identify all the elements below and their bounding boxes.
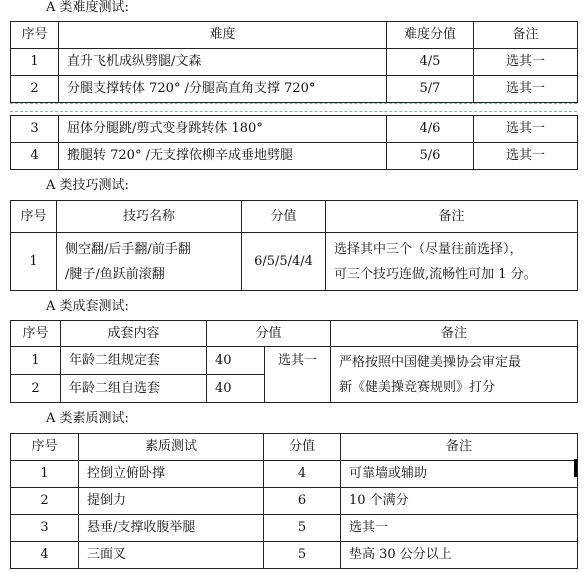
cell-no: 2 [11,76,59,103]
table-row [11,143,578,170]
cell-score: 4/5 [387,49,474,76]
difficulty-table-top [10,21,578,103]
cell-score: 5 [264,542,341,569]
cell-routine-content: 年龄二组自选套 [61,375,207,403]
table-row [11,49,578,76]
routine-table [10,320,578,403]
header-no: 序号 [11,434,79,461]
cell-difficulty: 搬腿转 720° /无支撑依柳辛成垂地劈腿 [59,143,387,170]
cell-note [331,347,578,403]
table-header-row [11,434,578,461]
table-header-row [11,201,578,233]
header-score: 分值 [242,201,326,233]
table-header-row [11,321,578,347]
difficulty-table-bottom [10,115,578,170]
header-difficulty-score: 难度分值 [387,22,474,49]
header-note: 备注 [326,201,578,233]
table-row [11,542,578,569]
cell-score: 5/6 [387,143,474,170]
cell-no: 1 [11,49,59,76]
cell-fitness-test: 提倒力 [79,488,264,515]
routine-caption: A 类成套测试: [46,299,129,314]
cell-no: 1 [11,233,57,291]
table-row [11,488,578,515]
header-skill-name: 技巧名称 [57,201,242,233]
header-note: 备注 [474,22,578,49]
header-score: 分值 [264,434,341,461]
cell-difficulty: 分腿支撑转体 720° /分腿高直角支撑 720° [59,76,387,103]
cell-difficulty: 直升飞机成纵劈腿/文森 [59,49,387,76]
difficulty-caption: A 类难度测试: [46,0,129,15]
cell-choose-one: 选其一 [265,347,331,403]
cell-note: 选其一 [474,49,578,76]
header-difficulty: 难度 [59,22,387,49]
cell-score: 6/5/5/4/4 [242,233,326,291]
cell-difficulty: 屈体分腿跳/剪式变身跳转体 180° [59,116,387,143]
text-cursor [574,459,577,477]
cell-note: 垫高 30 公分以上 [341,542,578,569]
cell-score: 5 [264,515,341,542]
cell-note [326,233,578,291]
routine-note-line-2: 新《健美操竞赛规则》打分 [339,379,496,395]
cell-note: 10 个满分 [341,488,578,515]
fitness-caption: A 类素质测试: [46,411,129,426]
cell-no: 2 [11,488,79,515]
cell-fitness-test: 三面叉 [79,542,264,569]
cell-fitness-test: 控倒立俯卧撑 [79,461,264,488]
header-no: 序号 [11,201,57,233]
cell-score: 4 [264,461,341,488]
cell-score: 5/7 [387,76,474,103]
page-break-divider [10,103,577,112]
cell-score: 40 [207,347,265,375]
header-note: 备注 [331,321,578,347]
cell-no: 4 [11,542,79,569]
header-no: 序号 [11,321,61,347]
cell-note: 选其一 [474,143,578,170]
cell-no: 1 [11,347,61,375]
header-fitness-test: 素质测试 [79,434,264,461]
fitness-table [10,433,578,569]
cell-skill-name [57,233,242,291]
table-row [11,116,578,143]
cell-no: 4 [11,143,59,170]
cell-score: 4/6 [387,116,474,143]
header-note: 备注 [341,434,578,461]
header-no: 序号 [11,22,59,49]
skill-note-line-2: 可三个技巧连做,流畅性可加 1 分。 [334,266,537,282]
cell-fitness-test: 悬垂/支撑收腹举腿 [79,515,264,542]
cell-no: 2 [11,375,61,403]
cell-note: 可靠墙或辅助 [341,461,578,488]
table-row [11,515,578,542]
cell-no: 1 [11,461,79,488]
table-row [11,461,578,488]
cell-note: 选其一 [341,515,578,542]
cell-note: 选其一 [474,76,578,103]
header-score: 分值 [207,321,331,347]
skill-note-line-1: 选择其中三个（尽量往前选择）， [334,241,523,257]
skill-table [10,200,578,291]
table-row [11,76,578,103]
cell-score: 40 [207,375,265,403]
table-row [11,347,578,375]
header-routine-content: 成套内容 [61,321,207,347]
cell-routine-content: 年龄二组规定套 [61,347,207,375]
routine-note-line-1: 严格按照中国健美操协会审定最 [339,354,522,370]
cell-note: 选其一 [474,116,578,143]
table-header-row [11,22,578,49]
cell-no: 3 [11,116,59,143]
skill-caption: A 类技巧测试: [46,178,129,193]
cell-no: 3 [11,515,79,542]
skill-name-line-2: /腱子/鱼跃前滚翻 [65,266,165,282]
skill-name-line-1: 侧空翻/后手翻/前手翻 [65,241,191,257]
cell-score: 6 [264,488,341,515]
table-row [11,233,578,291]
